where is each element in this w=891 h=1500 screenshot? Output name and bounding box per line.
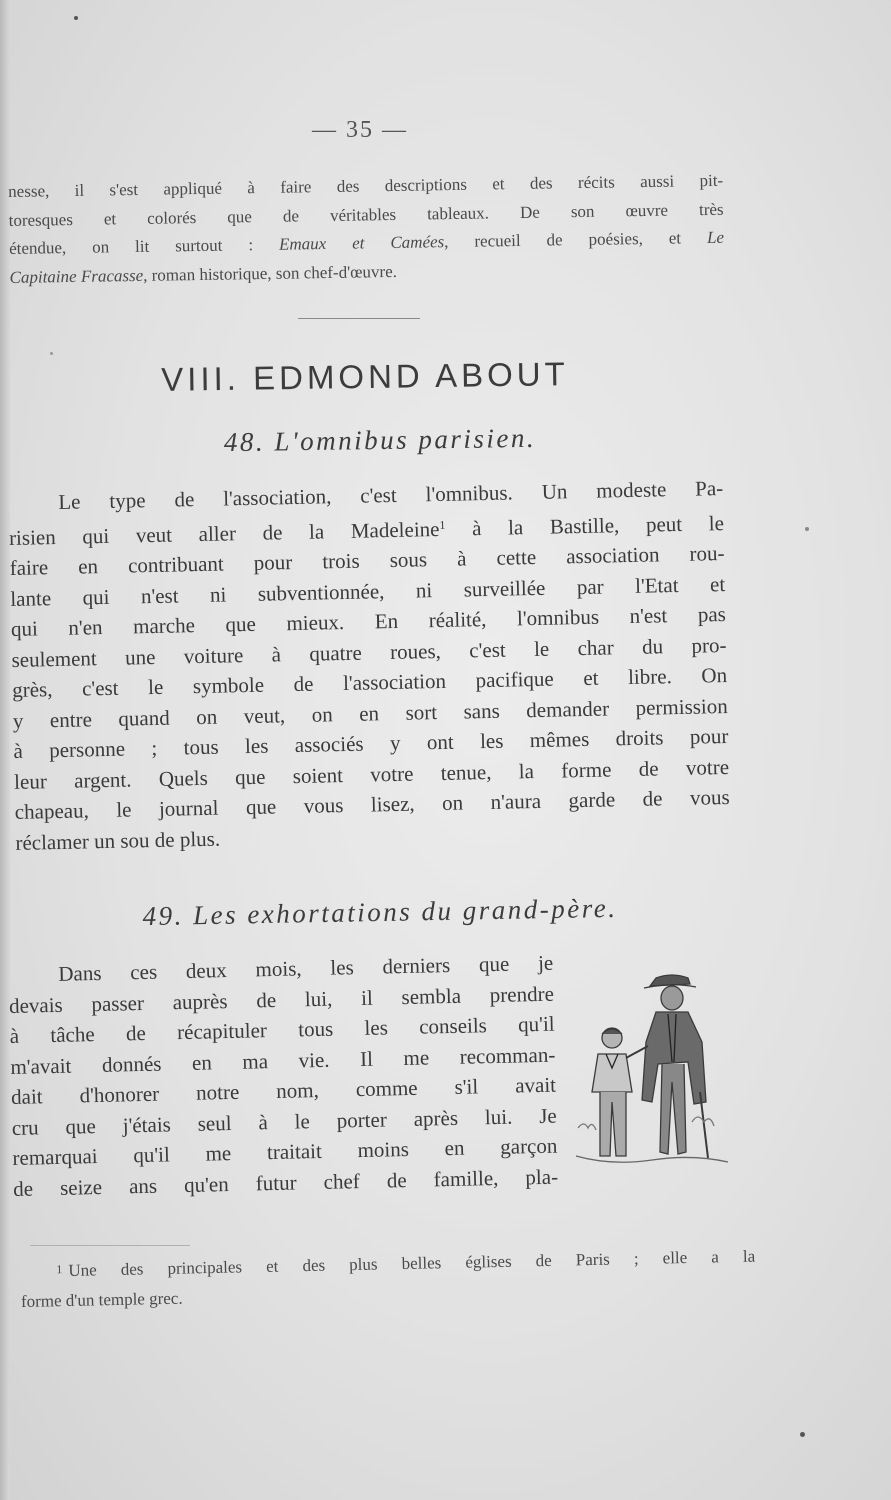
- section-divider: [298, 318, 420, 319]
- print-speck: [50, 352, 53, 355]
- footnote: [20, 1240, 756, 1317]
- intro-paragraph: [8, 167, 725, 292]
- body-line: faire en contribuant pour trois sous à cette association rou-: [9, 541, 725, 580]
- section-title-48: 48. L'omnibus parisien.: [223, 422, 537, 458]
- intro-line: Capitaine Fracasse, roman historique, son chef-d'œuvre.: [9, 261, 398, 287]
- body-line: chapeau, le journal que vous lisez, on n'aura garde de vous: [14, 784, 730, 824]
- print-speck: [74, 16, 78, 20]
- grandfather-and-boy-illustration: [572, 972, 732, 1172]
- print-speck: [805, 527, 809, 531]
- body-line: devais passer auprès de lui, il sembla prendre: [8, 981, 555, 1018]
- footnote-divider: [30, 1245, 190, 1246]
- work-title: Emaux et Camées: [278, 232, 445, 254]
- body-line: seulement une voiture à quatre roues, c'est le char du pro-: [11, 632, 727, 672]
- body-line: lante qui n'est ni subventionnée, ni surveillée par l'Etat et: [10, 571, 726, 611]
- body-line: réclamer un sou de plus.: [15, 826, 221, 855]
- body-line: y entre quand on veut, on en sort sans demander permission: [12, 693, 728, 733]
- section-48-body: [8, 473, 731, 858]
- footnote-line: forme d'un temple grec.: [20, 1288, 183, 1311]
- section-49-body: [8, 948, 558, 1204]
- footnote-reference: 1: [439, 517, 446, 532]
- body-line: cru que j'étais seul à le porter après lui. Je: [11, 1103, 557, 1140]
- body-line: leur argent. Quels que soient votre tenue, la forme de votre: [13, 754, 730, 794]
- body-line: de seize ans qu'en futur chef de famille, pla-: [12, 1164, 559, 1201]
- section-title-49: 49. Les exhortations du grand-père.: [142, 892, 618, 932]
- body-line: qui n'en marche que mieux. En réalité, l'omnibus n'est pas: [10, 601, 727, 641]
- intro-line: étendue, on lit surtout : Emaux et Camées, recueil de poésies, et Le: [8, 227, 725, 258]
- body-line: risien qui veut aller de la Madeleine$^1$ à la Bastille, peut le: [8, 510, 725, 550]
- body-line: m'avait donnés en ma vie. Il me recomman-: [10, 1042, 556, 1079]
- footnote-line: 1 Une des principales et des plus belles églises de Paris ; elle a la: [56, 1246, 756, 1280]
- body-line: dait d'honorer notre nom, comme s'il avait: [10, 1072, 557, 1109]
- work-title: Capitaine Fracasse: [9, 265, 144, 287]
- body-line: remarquai qu'il me traitait moins en garçon: [12, 1133, 558, 1170]
- footnote-mark: 1: [56, 1262, 63, 1277]
- page-number: — 35 —: [312, 117, 408, 143]
- intro-line: toresques et colorés que de véritables tableaux. De son œuvre très: [8, 199, 724, 230]
- work-title: Le: [706, 227, 725, 248]
- intro-line: nesse, il s'est appliqué à faire des descriptions et des récits aussi pit-: [8, 170, 724, 201]
- body-line: grès, c'est le symbole de l'association pacifique et libre. On: [11, 662, 728, 702]
- print-speck: [800, 1432, 805, 1437]
- body-line: Le type de l'association, c'est l'omnibus. Un modeste Pa-: [58, 476, 724, 514]
- body-line: à personne ; tous les associés y ont les mêmes droits pour: [13, 723, 729, 763]
- body-line: Dans ces deux mois, les derniers que je: [58, 950, 554, 986]
- chapter-title: VIII. EDMOND ABOUT: [160, 355, 569, 398]
- body-line: à tâche de récapituler tous les conseils qu'il: [9, 1011, 555, 1048]
